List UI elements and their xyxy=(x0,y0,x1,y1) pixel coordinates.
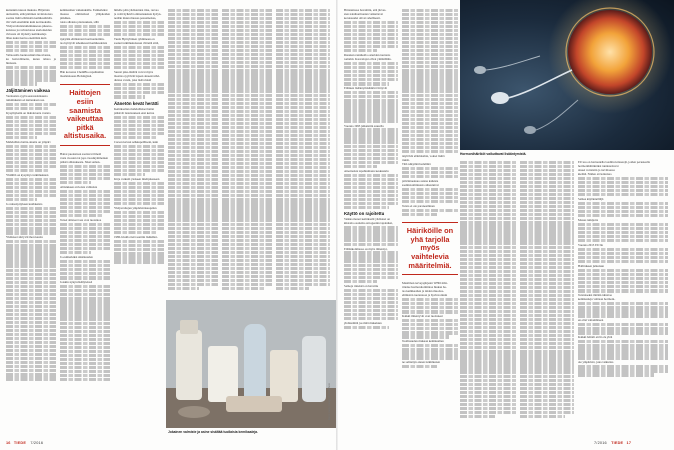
text-line: Jo nuisanyriyksen kuidaksista xyxy=(6,202,43,207)
text-line: Carson kuvasi selkkapeilliseni, kuin xyxy=(114,140,159,145)
text-line: Eläinten lisääntymishäiriöt liittyvät xyxy=(344,86,387,91)
text-line: uutisoitiin, ettäsyöminen ravintoloissa xyxy=(6,12,53,17)
hero-photo xyxy=(460,0,674,150)
text-line: kaloissa ja ravintoloissa aterioineiden xyxy=(6,28,52,33)
left-column-5 xyxy=(222,8,272,296)
text-line: vasta vuosien tai jopa vuosikymmenten xyxy=(60,155,109,160)
text-line: sien naisihormonien vaikuttavat xyxy=(344,12,383,17)
text-line: Yhdysvaltalaistutkimuksessa pikaruo- xyxy=(6,24,53,29)
text-line: taa kemikaalien ja niiden muodos- xyxy=(402,289,444,294)
text-line: Tuula Hyöryläinen ryhmineen on xyxy=(114,37,155,42)
text-line: rittelee hormonitoimintaa hiukan ha- xyxy=(402,285,447,290)
text-line: ole ympäristö, joka vaikuttaa xyxy=(578,360,614,365)
text-line: Varsinaista syytä-seurauslainausta xyxy=(6,94,48,99)
text-line: Samoja rinteistä on havaittu xyxy=(344,283,379,288)
text-line: virtsasta oli löydetty kemikaaleja xyxy=(6,32,47,37)
section-heading: Jäljittäminen vaikeaa xyxy=(6,87,50,93)
col1-intro xyxy=(6,8,56,86)
text-line: saamistoiminnasta aiheutuivat xyxy=(402,183,439,188)
text-line: nykyään elimistössä hormonitoimin- xyxy=(60,37,105,42)
left-footer xyxy=(6,441,43,445)
text-line: Mones tutkijoita xyxy=(578,218,599,223)
text-line: Vuonna 1993 julkaistiin suurella xyxy=(344,123,384,128)
text-line: hormonihäiriköiksi tunnistettavat xyxy=(578,164,619,169)
text-line: ne selitettyn ennen tutkimusten xyxy=(402,360,440,365)
text-line: kemikaaleja valitaan hormoni- xyxy=(578,297,616,302)
text-line: Kemikaalien mahdollisiset haitat xyxy=(114,106,155,111)
text-line: Teollisuuden mukaan kemikaalien xyxy=(402,339,444,344)
text-line: Yhdysvaltojen ympäristönsuojelun xyxy=(114,206,157,211)
text-line: Tätä näkymiä hedelmiä xyxy=(402,162,431,167)
text-line: kieltää. Niiden arvioinnissa xyxy=(578,172,612,177)
left-page xyxy=(0,0,336,450)
text-line: Jotakin nykytaltsäilyteissä xyxy=(60,280,93,285)
text-line: Elämäkotimassa on myös ilmennyt, xyxy=(344,246,388,251)
text-line: Yhdisteet siirtyvät ihon kautta xyxy=(6,235,43,240)
text-line: Valtaosalla luonnostiskä muoviasiaa, xyxy=(6,53,51,58)
text-line: Kysymyksiin on mahdotonta vastata xyxy=(6,111,51,116)
photo-caption: Jokainen valmiste ja asine sisältää tuollaisia kemikaaleja. xyxy=(168,430,258,434)
text-line: Ainoinaista tapahtumasta keskustelu xyxy=(344,168,389,173)
text-line: riskiä. xyxy=(402,158,410,163)
text-line: kiistatta osoitettu estrogeenin tapaisiksi, xyxy=(344,221,393,226)
text-line: romahti. Kasvattajat olivat ymmällään. xyxy=(344,57,392,62)
text-line: Vaikka monet kemikaalit yhdisteet on xyxy=(344,217,391,222)
right-column-5 xyxy=(578,160,668,432)
text-line: Ja esimerkiksi sikiökauden xyxy=(60,255,93,260)
text-line: Vuonna 2013 EU:lle xyxy=(578,243,604,248)
photo-caption: Hormonihäiriköt vaikuttavat lisääntymistä. xyxy=(460,152,527,156)
left-column-1 xyxy=(6,8,56,438)
text-line: netään muun muassa pesuaineissa, xyxy=(114,16,157,21)
text-line: ja vettä hylkiviä ominaisuuksia hydyn- xyxy=(114,12,162,17)
left-column-4 xyxy=(168,8,218,296)
left-column-3 xyxy=(114,8,164,438)
text-line: Mahdollisia haitta-aineita on ympäri xyxy=(6,140,51,145)
text-line: lähes kaksi kertaa enemmän kuin xyxy=(6,36,47,41)
text-line: duntaa varsin, joka lisää riskiä xyxy=(114,78,151,83)
text-line: elimistön tuotantoon ja hyvinvoinnin xyxy=(402,293,448,298)
text-line: Hän korostaa ChemBio-tapahtuman xyxy=(60,70,104,75)
text-line: Toista ei ole paraneeminen xyxy=(402,204,435,209)
right-column-2 xyxy=(402,8,458,438)
brand-name: TIEDE xyxy=(13,441,27,445)
text-line: Kirja vaikutti yleiseen mielipiteeseen xyxy=(114,177,160,182)
text-line: Toiset altisteet taas ovat tuotantoa xyxy=(60,218,102,223)
text-line: kemikaalien vaikutuksille. Esimerkiksi xyxy=(60,8,108,12)
right-column-4 xyxy=(520,160,574,432)
text-line: en olisi valtamäiteen xyxy=(578,318,604,323)
text-line: Kaikki häiriöt eivät ole yhtä xyxy=(578,335,613,340)
text-line: maassa elimistössä ylläpiteiden pitkäkes- xyxy=(60,12,110,21)
photo-credit: Kuva: Getty Images/iStockphoto xyxy=(328,382,331,420)
text-line: EU:ssa on hartaudella laadittu kriteerejä, joiden perusteella xyxy=(578,160,650,164)
right-column-1 xyxy=(344,8,398,438)
text-line: Kaikki ilmentyvät ovat tuottaneet xyxy=(402,314,443,319)
text-line: kuitenkin tuusan mukana. Hiljattain xyxy=(6,8,50,12)
text-line: Haitat puolestaan saattavat ilmetä xyxy=(60,151,102,156)
text-line: Altistuksen arvioista valituista xyxy=(60,185,98,190)
pull-quote: Haittojen esiin saamista vaikeuttaa pitkä altistusaika. xyxy=(60,84,110,146)
text-line: maalaiskousa Helsingissä. xyxy=(60,74,92,79)
left-column-6 xyxy=(276,8,330,296)
text-line: tutkimuksista ei kuitenkaan saa. xyxy=(6,98,45,103)
right-footer xyxy=(594,441,631,445)
text-line: Hallituksen julkaisun xyxy=(578,264,604,269)
text-line: Ranskan rannikolla osteriden tuotanto xyxy=(344,53,391,58)
page-number: 16 xyxy=(6,441,11,445)
cell-illustration xyxy=(460,0,674,150)
text-line: päiväntuoksua asiana kaikista xyxy=(402,179,439,184)
brand-name: TIEDE xyxy=(611,441,624,445)
text-line: Britanniassa havaittiin, että järves- xyxy=(344,8,387,12)
text-line: Suurat pika-määrät voivat myös xyxy=(114,70,154,75)
text-line: saanut tutkimuksissaan viitteitä siitä, xyxy=(114,41,159,46)
text-line: Maailman terveysjärjestö WHO mää- xyxy=(402,281,448,286)
text-line: hiilelle päin yhdisteiden tilaa, rasvaa xyxy=(114,8,159,12)
left-column-2 xyxy=(60,8,110,438)
text-line: Yhtäältä on kysymys tutkimuksien xyxy=(6,173,49,178)
text-line: toista alhaisia pitoisuuksia, sillä xyxy=(60,20,99,25)
text-line: maattaa syytävää lapsen aineenvaihd- xyxy=(114,74,160,79)
text-line: rää vielä enemmän kuin kotiruokailu. xyxy=(6,20,52,25)
text-line: Samaa käytännölläjä xyxy=(578,197,604,202)
text-line: taa hyötyvät tehokkaasti kemikaaleista xyxy=(60,41,108,46)
pull-quote: Häiriköille on yhä tarjolla myös vaihtelevia määritelmiä. xyxy=(402,222,458,275)
text-line: pääsivät tietoisuuteen ensi kertaa xyxy=(114,110,155,115)
text-line: päästä altistuksesta. Siksi saman- xyxy=(60,160,101,164)
issue-number: 7/2016 xyxy=(30,441,44,445)
right-page xyxy=(338,0,674,450)
right-column-3 xyxy=(460,160,516,432)
section-heading: Äänetön kevät herätti xyxy=(114,100,159,106)
text-line: ka hoitovälineita, kuten tahtoa ja hinnasta. xyxy=(6,57,56,66)
product-photo-illustration xyxy=(166,300,336,428)
product-photo xyxy=(166,300,336,428)
text-line: saattaa lisätä elimistön kemikaalimää- xyxy=(6,16,53,21)
issue-number: 7/2016 xyxy=(594,441,607,445)
text-line: yhdistelmiä jos mitä mukeluun xyxy=(344,320,382,325)
text-line: Toistaiseksi mitään tuhattaa xyxy=(578,293,612,298)
page-number: 17 xyxy=(626,441,632,445)
text-line: näyttävät eläimistöön, voinet lisätä xyxy=(402,153,445,158)
text-line: aineet voitaisiin ja tarvittaessa xyxy=(578,168,615,173)
text-line: kotoisuudet olivat rehellisesti. xyxy=(344,16,381,21)
text-line: 1980-luvulla tietä saattiin lisäkäänt- xyxy=(114,235,158,240)
section-heading: Käyttö on rajoitettu xyxy=(344,211,385,217)
